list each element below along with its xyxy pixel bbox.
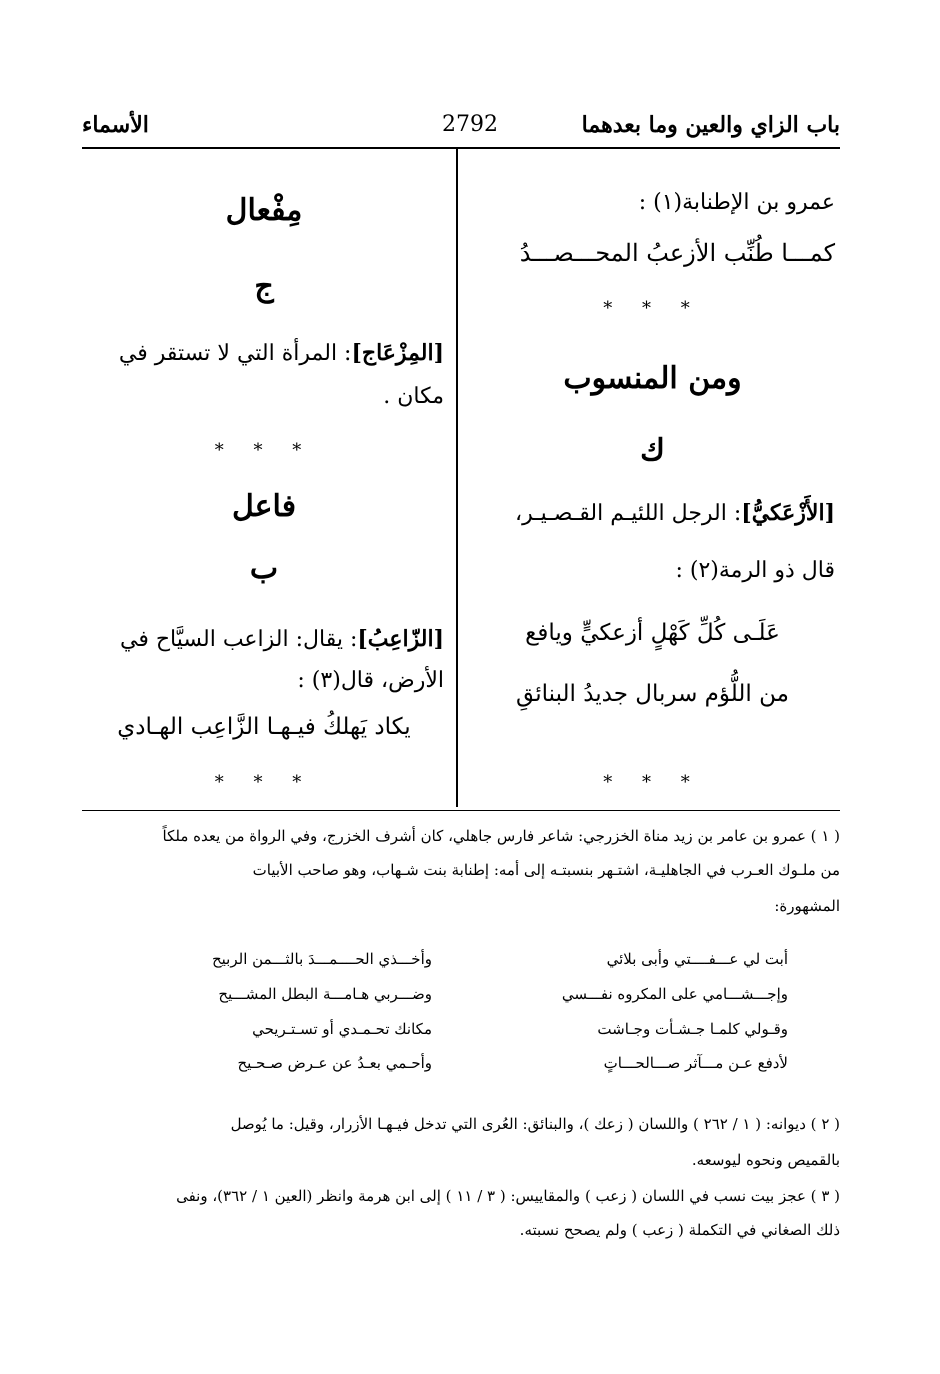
verse-line: يكاد يَهلكُ فيـهـا الزَّاعِب الهـادي (117, 714, 411, 740)
poem-verse-left: وضـــربي هـامـــة البطل المشـــيح (218, 985, 432, 1003)
separator-stars: * * * (603, 772, 702, 793)
entry-headword: [الأَزْعَكيُّ] (741, 500, 835, 526)
poem-verse-right: وقـولي كلمـا جـشـأت وجـاشت (597, 1020, 788, 1038)
footnote-rule (82, 810, 840, 811)
footnote-1-line-2: من ملـوك العـرب في الجاهليـة، اشتـهر بنسبتـه إلى أمه: إطنابة بنت شـهاب، وهو صاحب الأبيات (252, 861, 840, 879)
poem-verse-right: وإجـــشـــامي على المكروه نفـــسي (561, 985, 788, 1003)
footnote-3-line-2: ذلك الصغاني في التكملة ( زعب ) ولم يصحح نسبته. (519, 1221, 840, 1239)
chapter-title: باب الزاي والعين وما بعدهما (581, 112, 840, 138)
verse-line: كمـــا طُنِّب الأزعبُ المحـــصـــدُ (519, 239, 835, 267)
right-column (470, 176, 835, 796)
poem-verse-left: مكانك تحـمـدي أو تسـتـريحي (252, 1020, 432, 1038)
entry-continuation: مكان . (383, 384, 444, 409)
footnote-1-line-3: المشهورة: (774, 897, 840, 915)
footnote-1-line-1: ( ١ ) عمرو بن عامر بن زيد مناة الخزرجي: شاعر فارس جاهلي، كان أشرف الخزرج، وفي الرواة من يعده ملكاً (162, 827, 840, 845)
quote-intro: قال ذو الرمة(٢) : (675, 558, 835, 583)
section-heading: ومن المنسوب (563, 361, 742, 396)
column-divider (456, 149, 458, 807)
separator-stars: * * * (214, 772, 314, 793)
pattern-heading: مِفْعال (225, 193, 303, 228)
poem-verse-right: أبت لي عـــفــــتي وأبى بلائي (606, 950, 788, 968)
letter-heading: ك (640, 433, 665, 468)
entry-line (84, 338, 444, 369)
section-title: الأسماء (82, 112, 149, 138)
entry-line (84, 624, 444, 655)
entry-definition: : الرجل اللئيـم القـصـيـر، (514, 501, 742, 526)
verse-first-hemistich: عَلَـى كُلِّ كَهْلٍ أزعكيٍّ ويافع (525, 620, 780, 646)
entry-headword: [الزّاعِبُ] (357, 626, 444, 652)
poem-verse-right: لأدفع عـن مـــآثر صـــالحـــاتٍ (603, 1054, 788, 1072)
footnote-2-line-1: ( ٢ ) ديوانه: ( ١ / ٢٦٢ ) واللسان ( زعك )، والبنائق: العُرى التي تدخل فيـهـا الأزرار، وقيل: ما يُوصل (230, 1115, 840, 1133)
entry-continuation: الأرض، قال(٣) : (297, 668, 444, 693)
left-column (84, 176, 444, 796)
poet-intro: عمرو بن الإطنابة(١) : (638, 190, 835, 215)
footnote-3-line-1: ( ٣ ) عجز بيت نسب في اللسان ( زعب ) والمقاييس: ( ٣ / ١١ ) إلى ابن هرمة وانظر (العين ١ / ٣٦٢)، ونفى (176, 1187, 840, 1205)
verse-second-hemistich: من اللُّؤم سربال جديدُ البنائقِ (516, 681, 789, 707)
poem-verse-left: وأحـمي بعـدُ عن عـرض صـحـيح (237, 1054, 432, 1072)
letter-heading: ب (249, 551, 279, 586)
separator-stars: * * * (603, 298, 702, 319)
page-number: 2792 (442, 112, 498, 137)
letter-heading: ج (254, 269, 274, 304)
header-rule (82, 147, 840, 149)
separator-stars: * * * (214, 440, 314, 461)
pattern-heading: فاعل (231, 489, 297, 524)
footnote-2-line-2: بالقميص ونحوه ليوسعه. (691, 1151, 840, 1169)
entry-headword: [المِزْعَاج] (351, 340, 444, 366)
entry-definition: : يقال: الزاعب السيَّاح في (120, 627, 358, 652)
entry-line (470, 498, 835, 529)
poem-verse-left: وأخـــذي الحــــمـــدَ بالثـــمن الربيح (211, 950, 432, 968)
entry-definition: : المرأة التي لا تستقر في (118, 341, 352, 366)
